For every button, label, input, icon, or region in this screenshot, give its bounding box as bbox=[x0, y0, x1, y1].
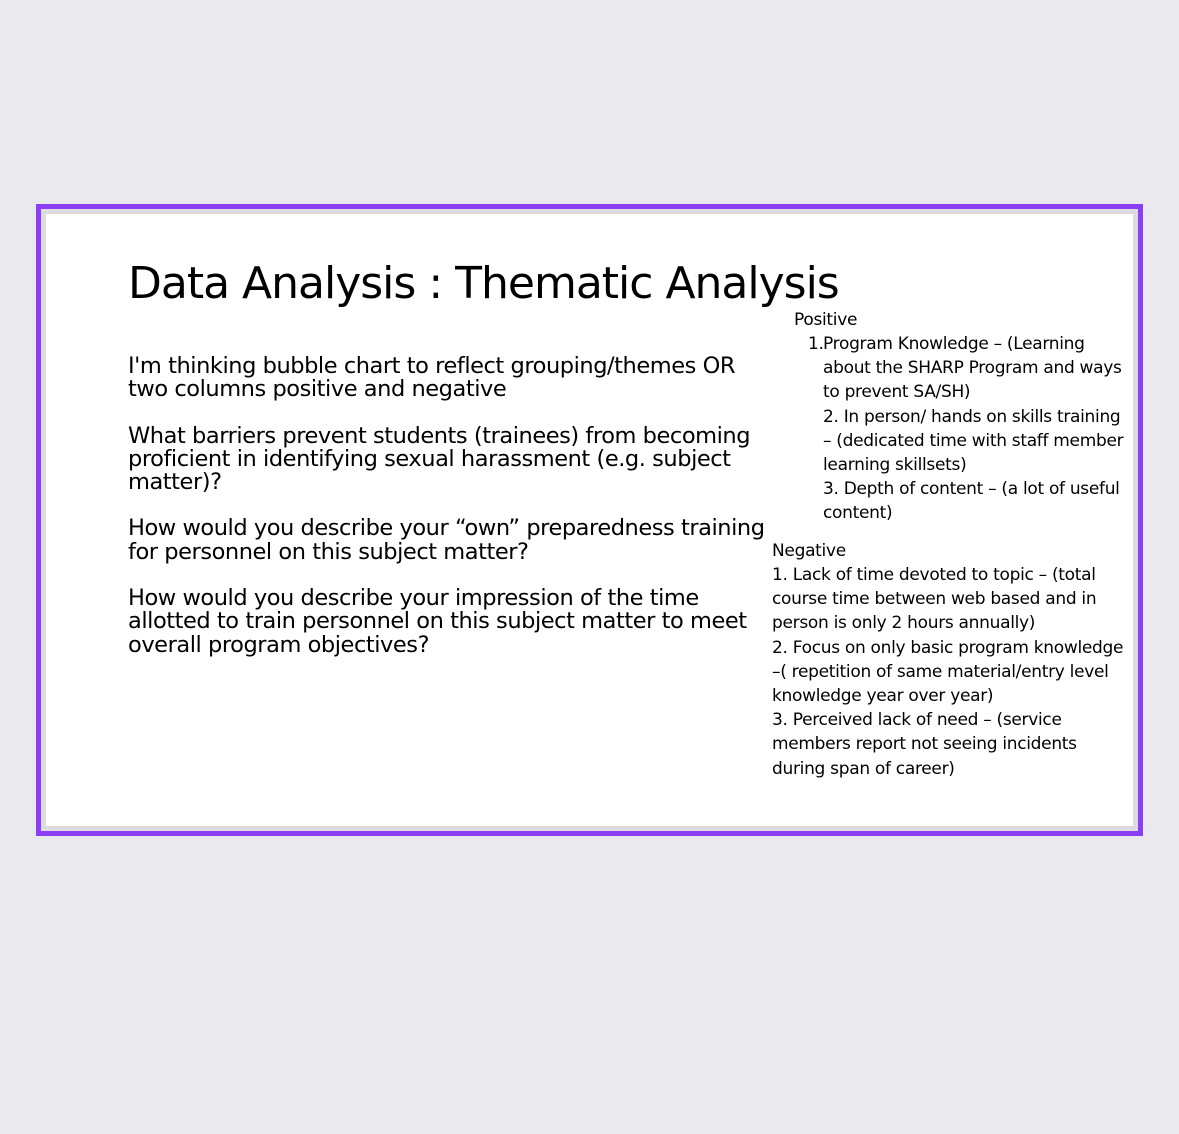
question-item: What barriers prevent students (trainees) from becoming proficient in identifying sexual harassment (e.g. subject matter)? bbox=[128, 422, 751, 496]
negative-theme-item: 2. Focus on only basic program knowledge –( repetition of same material/entry level knowledge year over year) bbox=[772, 637, 1124, 707]
list-number: 1. bbox=[808, 334, 824, 354]
positive-heading: Positive bbox=[794, 310, 858, 330]
slide-title: Data Analysis : Thematic Analysis bbox=[128, 258, 839, 309]
negative-theme-item: 3. Perceived lack of need – (service members report not seeing incidents during span of career) bbox=[772, 710, 1077, 779]
positive-theme-item: 2. In person/ hands on skills training – (dedicated time with staff member learning skillsets) bbox=[823, 406, 1124, 476]
positive-theme-item bbox=[808, 332, 1129, 405]
positive-theme-item: 3. Depth of content – (a lot of useful content) bbox=[823, 479, 1120, 524]
question-item: I'm thinking bubble chart to reflect grouping/themes OR two columns positive and negative bbox=[128, 353, 736, 403]
negative-theme-list bbox=[772, 563, 1132, 781]
slide bbox=[46, 214, 1133, 826]
negative-theme-item: 1. Lack of time devoted to topic – (total course time between web based and in person is only 2 hours annually) bbox=[772, 565, 1097, 634]
question-list bbox=[128, 355, 768, 680]
positive-theme-text: Program Knowledge – (Learning about the SHARP Program and ways to prevent SA/SH) bbox=[823, 334, 1122, 403]
slide-frame bbox=[36, 204, 1143, 836]
question-item: How would you describe your impression of the time allotted to train personnel on this subject matter to meet overall program objectives? bbox=[128, 585, 747, 658]
negative-heading: Negative bbox=[772, 541, 846, 561]
question-item: How would you describe your “own” preparedness training for personnel on this subject matter? bbox=[128, 515, 765, 565]
positive-theme-list bbox=[808, 332, 1129, 526]
